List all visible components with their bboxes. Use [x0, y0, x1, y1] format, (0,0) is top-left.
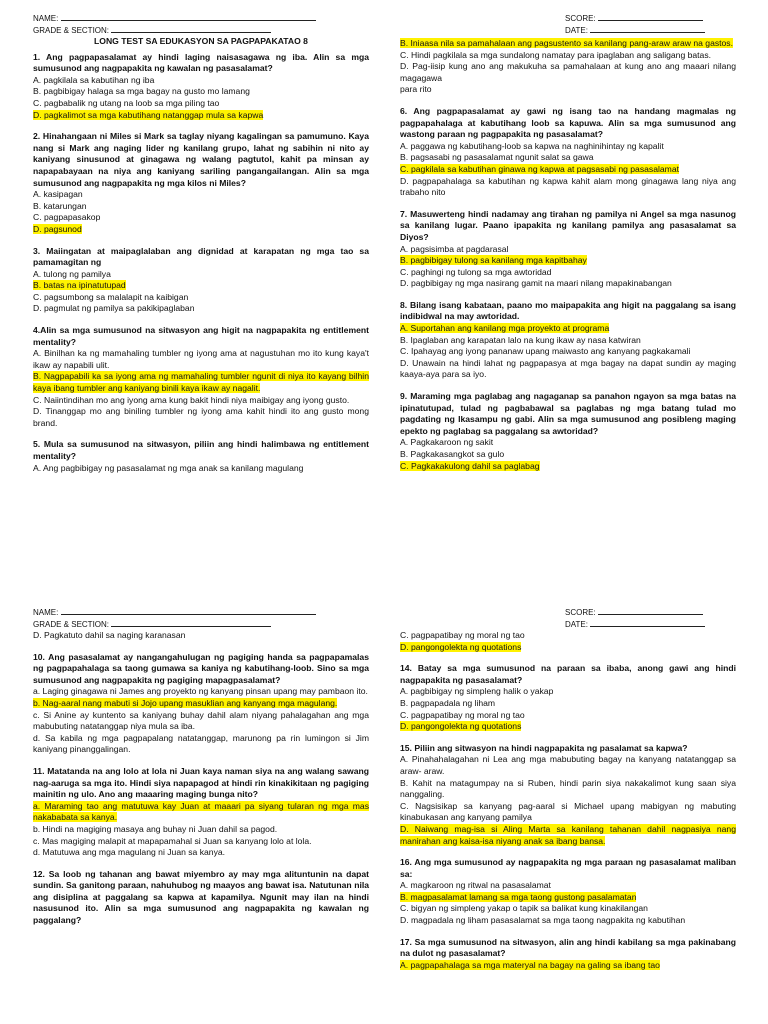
answer-text: A. kasipagan: [33, 189, 83, 200]
answer-text: D. Pagkatuto dahil sa naging karanasan: [33, 630, 186, 640]
answer-option: [33, 98, 369, 110]
answer-text: C. bigyan ng simpleng yakap o tapik sa balikat kung kinakilangan: [400, 903, 648, 914]
date-line-2: [590, 618, 705, 627]
score-row-2: [565, 606, 703, 618]
answer-option: [33, 630, 369, 642]
question-block: [33, 869, 369, 927]
answer-option: [33, 836, 369, 848]
question-block: [400, 209, 736, 290]
score-label: SCORE:: [565, 14, 596, 23]
answer-option: [400, 164, 736, 176]
answer-option: [400, 721, 736, 733]
answer-option: [33, 110, 369, 122]
highlighted-answer: D. pangongolekta ng quotations: [400, 641, 522, 652]
question-text: 5. Mula sa sumusunod na sitwasyon, piliin ang hindi halimbawa ng entitlement mentality?: [33, 439, 369, 461]
page-top-right: [400, 38, 736, 472]
answer-text: D. Pag-iisip kung ano ang makukuha sa pamahalaan at kung ano ang maaari nilang magagawa: [400, 61, 736, 83]
answer-option: [33, 189, 369, 201]
answer-text: c. Si Anine ay kuntento sa kaniyang buhay dahil alam niyang pahalagahan ang mga mabubuting natatanggap niya mula sa iba.: [33, 709, 369, 732]
answer-option: [400, 84, 736, 96]
question-block: [400, 663, 736, 733]
highlighted-answer: a. Maraming tao ang matutuwa kay Juan at maaari pa siyang tularan ng mga mas nakababata sa kanya.: [33, 800, 369, 823]
answer-option: [400, 267, 736, 279]
answer-text: D. Unawain na hindi lahat ng pagpapasya at mga bagay na dapat sundin ay maging kaaya-aya para sa iyo.: [400, 357, 736, 380]
question-block: [33, 766, 369, 859]
answer-option: [400, 461, 736, 473]
answer-option: [400, 176, 736, 199]
highlighted-answer: A. pagpapahalaga sa mga materyal na bagay na galing sa ibang tao: [400, 959, 660, 970]
question-text: 14. Batay sa mga sumusunod na paraan sa ibaba, anong gawi ang hindi nagpapakita ng pasasalamat?: [400, 663, 736, 685]
answer-option: [400, 141, 736, 153]
answer-text: D. magpadala ng liham pasasalamat sa mga taong nagpakita ng kabutihan: [400, 915, 686, 926]
section-line: [111, 24, 271, 33]
answer-text: B. Ipaglaban ang karapatan lalo na kung ikaw ay nasa katwiran: [400, 334, 641, 345]
answer-text: A. pagsisimba at pagdarasal: [400, 243, 509, 254]
score-label-2: SCORE:: [565, 608, 596, 617]
name-row: [33, 12, 369, 24]
page-title: LONG TEST SA EDUKASYON SA PAGPAPAKATAO 8: [94, 36, 308, 46]
answer-text: C. Hindi pagkilala sa mga sundalong namatay para ipaglaban ang saligang batas.: [400, 49, 712, 60]
question-text: 7. Masuwerteng hindi nadamay ang tirahan ng pamilya ni Angel sa mga nasunog sa kanilang lugar. Paano ipapakita ng kanilang pamilya ang pasasalamat sa Diyos?: [400, 208, 736, 242]
page-bottom-left: [33, 606, 369, 927]
answer-option: [400, 255, 736, 267]
answer-option: [400, 335, 736, 347]
answer-option: [33, 292, 369, 304]
question-block: [400, 106, 736, 199]
answer-text: d. Matutuwa ang mga magulang ni Juan sa kanya.: [33, 847, 226, 858]
highlighted-answer: D. pagkalimot sa mga kabutihang natanggap mula sa kapwa: [33, 109, 264, 120]
name-label-2: NAME:: [33, 608, 59, 617]
answer-option: [400, 686, 736, 698]
date-label: DATE:: [565, 26, 588, 35]
answer-option: [400, 801, 736, 824]
highlighted-answer: D. pagsunod: [33, 223, 82, 234]
question-text: 6. Ang pagpapasalamat ay gawi ng isang tao na handang magmalas ng pagpapahalaga at kabutihang loob sa kapuwa. Alin sa mga sumusunod ang wastong paraan ng pagpapakita ng pasasalamat?: [400, 105, 736, 140]
name-line-2: [61, 606, 316, 615]
answer-text: b. Hindi na magiging masaya ang buhay ni Juan dahil sa pagod.: [33, 823, 278, 834]
question-text: 10. Ang pasasalamat ay nangangahulugan ng pagiging handa sa pagpapamalas ng pagpapahalaga sa taong gumawa sa kaniya ng kabutihang-loob. Sino sa mga sumusunod ang nagpapakita ng pagiging mapagpasalamat?: [33, 651, 369, 685]
highlighted-answer: B. pagbibigay tulong sa kanilang mga kapitbahay: [400, 255, 587, 266]
name-label: NAME:: [33, 14, 59, 23]
date-row-2: [565, 618, 705, 630]
score-line-2: [598, 606, 703, 615]
question-block: [33, 246, 369, 316]
question-text: 1. Ang pagpapasalamat ay hindi laging naisasagawa ng iba. Alin sa mga sumusunod ang nagpapakita ng kawalan ng pasasalamat?: [33, 51, 369, 74]
answer-text: A. pagkilala sa kabutihan ng iba: [33, 74, 155, 85]
question-block: [400, 743, 736, 847]
answer-option: [33, 463, 369, 475]
answer-text: B. pagbibigay halaga sa mga bagay na gusto mo lamang: [33, 86, 250, 97]
answer-text: C. pagbabalik ng utang na loob sa mga piling tao: [33, 97, 220, 108]
answer-option: [33, 824, 369, 836]
page-bottom-right: [400, 630, 736, 971]
score-line: [598, 12, 703, 21]
answer-option: [33, 212, 369, 224]
answer-option: [400, 824, 736, 847]
answer-option: [400, 778, 736, 801]
answer-text: para rito: [400, 84, 432, 95]
answer-text: D. Tinanggap mo ang biniling tumbler ng iyong ama kahit hindi ito ang gusto mong brand.: [33, 406, 369, 428]
answer-option: [400, 38, 736, 50]
answer-option: [33, 733, 369, 756]
answer-text: c. Mas magiging malapit at mapapamahal si Juan sa kanyang lolo at lola.: [33, 835, 312, 846]
highlighted-answer: b. Nag-aaral nang mabuti si Jojo upang masuklian ang kanyang mga magulang.: [33, 697, 338, 708]
question-text: 12. Sa loob ng tahanan ang bawat miyembro ay may mga alituntunin na dapat sundin. Sa ganitong paraan, nahuhubog ng maayos ang bawat isa. Natutunan nila ang disiplina at paggalang sa kapwa at kapamilya. Ngunit may ilan na hindi nasusunod ito. Alin sa mga sumusunod ang nagpapakita ng kawalan ng paggalang?: [33, 868, 369, 926]
answer-text: C. paghingi ng tulong sa mga awtoridad: [400, 266, 552, 277]
answer-text: d. Sa kabila ng mga pagpapalang natatanggap, marunong pa rin lumingon si Jim kaniyang pinanggalingan.: [33, 732, 369, 755]
question-text: 3. Maiingatan at maipaglalaban ang dignidad at karapatan ng mga tao sa pamamagitan ng: [33, 245, 369, 268]
answer-text: C. pagpapasakop: [33, 212, 101, 223]
answer-text: A. Binilhan ka ng mamahaling tumbler ng iyong ama at nagustuhan mo ito kung kaya't ikaw ay napabili ulit.: [33, 348, 369, 370]
question-text: 17. Sa mga sumusunod na sitwasyon, alin ang hindi kabilang sa mga pakinabang na dulot ng pasasalamat?: [400, 936, 736, 959]
question-text: 4.Alin sa mga sumusunod na sitwasyon ang higit na nagpapakita ng entitlement mentality?: [33, 325, 369, 347]
answer-option: [33, 75, 369, 87]
answer-option: [400, 358, 736, 381]
question-text: 8. Bilang isang kabataan, paano mo maipapakita ang higit na paggalang sa isang indibidwal na may awtoridad.: [400, 299, 736, 322]
highlighted-answer: B. batas na ipinatutupad: [33, 280, 126, 291]
section-row: [33, 24, 369, 36]
answer-option: [400, 960, 736, 972]
section-label-2: GRADE & SECTION:: [33, 620, 110, 629]
answer-option: [33, 406, 369, 429]
answer-option: [33, 847, 369, 859]
question-text: 2. Hinahangaan ni Miles si Mark sa taglay niyang kagalingan sa pamumuno. Kaya nang si Mark ang naging lider ng kanilang grupo, lahat ng sabihin ni nito ay kaniyang sinusunod at ginagawa ng walang pagtutol, kahit pa minsan ay napapabayaan na niya ang kaniyang sariling pangangailangan. Alin sa mga sumusunod ang nagpapakita ng mga kilos ni Miles?: [33, 131, 369, 188]
answer-text: B. pagsasabi ng pasasalamat ngunit salat sa gawa: [400, 152, 594, 163]
answer-text: a. Laging ginagawa ni James ang proyekto ng kanyang pinsan upang may pambaon ito.: [33, 686, 368, 697]
answer-option: [400, 61, 736, 84]
answer-text: A. pagbibigay ng simpleng halik o yakap: [400, 686, 554, 697]
answer-option: [400, 437, 736, 449]
answer-text: A. Pinahahalagahan ni Lea ang mga mabubuting bagay na kanyang natatanggap sa araw- araw.: [400, 754, 736, 776]
answer-text: C. Nagsisikap sa kanyang pag-aaral si Michael upang mabigyan ng mabuting kinabukasan ang kanyang pamilya: [400, 800, 736, 823]
answer-option: [400, 244, 736, 256]
question-block: [400, 38, 736, 96]
question-block: [33, 131, 369, 235]
answer-option: [400, 278, 736, 290]
answer-option: [400, 698, 736, 710]
question-text: 11. Matatanda na ang lolo at lola ni Juan kaya naman siya na ang walang sawang nag-aaruga sa mga ito. Hindi siya napapagod at hindi rin kinakikitaan ng pagiging mainitin ng ulo. Ano ang maaaring maging bunga nito?: [33, 765, 369, 800]
question-text: 16. Ang mga sumusunod ay nagpapakita ng mga paraan ng pasasalamat maliban sa:: [400, 857, 736, 879]
answer-option: [33, 801, 369, 824]
highlighted-answer: B. Iniaasa nila sa pamahalaan ang pagsustento sa kanilang pang-araw araw na gastos.: [400, 38, 733, 48]
answer-option: [33, 686, 369, 698]
section-label: GRADE & SECTION:: [33, 26, 110, 35]
answer-option: [400, 50, 736, 62]
highlighted-answer: B. Nagpapabili ka sa iyong ama ng mamahaling tumbler ngunit di niya ito kayang bilhin kaya ibang tumbler ang kaniyang binili kaya ikaw ay nagalit.: [33, 371, 369, 394]
questions-top-right: [400, 38, 736, 472]
question-block: [33, 652, 369, 756]
question-block: [33, 325, 369, 429]
answer-option: [33, 86, 369, 98]
question-block: [33, 439, 369, 474]
questions-bottom-right: [400, 630, 736, 971]
answer-text: A. magkaroon ng ritwal na pasasalamat: [400, 880, 551, 891]
answer-option: [400, 642, 736, 654]
answer-option: [33, 710, 369, 733]
answer-option: [33, 201, 369, 213]
question-block: [400, 391, 736, 472]
question-block: [400, 630, 736, 653]
answer-option: [33, 224, 369, 236]
name-row-2: [33, 606, 369, 618]
answer-option: [33, 395, 369, 407]
answer-text: C. pagpapatibay ng moral ng tao: [400, 709, 525, 720]
answer-text: B. pagpapadala ng liham: [400, 697, 496, 708]
page-top-left: [33, 12, 369, 474]
date-label-2: DATE:: [565, 620, 588, 629]
answer-text: C. pagpapatibay ng moral ng tao: [400, 630, 525, 640]
question-block: [400, 300, 736, 381]
question-block: [400, 937, 736, 972]
answer-option: [400, 754, 736, 777]
question-block: [33, 630, 369, 642]
answer-text: C. Naiintindihan mo ang iyong ama kung bakit hindi niya maibigay ang iyong gusto.: [33, 394, 350, 405]
answer-option: [400, 323, 736, 335]
answer-option: [400, 449, 736, 461]
question-block: [33, 52, 369, 122]
answer-option: [400, 892, 736, 904]
name-line: [61, 12, 316, 21]
answer-option: [33, 698, 369, 710]
answer-text: A. tulong ng pamilya: [33, 268, 111, 279]
answer-text: A. Pagkakaroon ng sakit: [400, 437, 494, 448]
answer-option: [33, 371, 369, 394]
answer-text: B. Pagkakasangkot sa gulo: [400, 449, 505, 459]
question-block: [400, 857, 736, 927]
highlighted-answer: B. magpasalamat lamang sa mga taong gustong pasalamatan: [400, 891, 637, 902]
questions-bottom-left: [33, 630, 369, 927]
answer-option: [400, 152, 736, 164]
highlighted-answer: C. Pagkakakulong dahil sa paglabag: [400, 460, 540, 471]
highlighted-answer: D. pangongolekta ng quotations: [400, 721, 522, 732]
answer-text: B. katarungan: [33, 200, 87, 211]
answer-text: B. Kahit na matagumpay na si Ruben, hindi parin siya nakakalimot kung saan siya nanggaling.: [400, 777, 736, 800]
section-line-2: [111, 618, 271, 627]
answer-text: C. Ipahayag ang iyong pananaw upang maiwasto ang kanyang pagkakamali: [400, 346, 691, 357]
answer-option: [33, 303, 369, 315]
highlighted-answer: D. Naiwang mag-isa si Aling Marta sa kanilang tahanan dahil nagpasiya nang manirahan ang kaisa-isa niyang anak sa ibang bansa.: [400, 823, 736, 846]
section-row-2: [33, 618, 369, 630]
answer-text: D. pagmulat ng pamilya sa pakikipaglaban: [33, 303, 195, 314]
answer-text: D. pagbibigay ng mga nasirang gamit na maari nilang mapakinabangan: [400, 278, 672, 289]
questions-top-left: [33, 52, 369, 475]
answer-text: A. paggawa ng kabutihang-loob sa kapwa na naghinihintay ng kapalit: [400, 140, 664, 151]
question-text: 9. Maraming mga paglabag ang nagaganap sa panahon ngayon sa mga batas na ipinatutupad, tulad ng pagbabawal sa paglabas ng mga batang tulad mo pagdating ng Ikasampu ng gabi. Alin sa mga sumusunod ang posibleng maging epekto ng paglabag sa paggalang sa awtoridad?: [400, 391, 736, 436]
highlighted-answer: C. pagkilala sa kabutihan ginawa ng kapwa at pagsasabi ng pasasalamat: [400, 163, 680, 174]
answer-option: [400, 710, 736, 722]
answer-text: C. pagsumbong sa malalapit na kaibigan: [33, 291, 189, 302]
answer-text: A. Ang pagbibigay ng pasasalamat ng mga anak sa kanilang magulang: [33, 462, 304, 473]
answer-option: [33, 269, 369, 281]
score-row: [565, 12, 703, 24]
date-row: [565, 24, 705, 36]
answer-option: [33, 280, 369, 292]
answer-option: [400, 880, 736, 892]
answer-option: [400, 915, 736, 927]
date-line: [590, 24, 705, 33]
answer-option: [400, 346, 736, 358]
answer-option: [400, 903, 736, 915]
highlighted-answer: A. Suportahan ang kanilang mga proyekto at programa: [400, 323, 610, 334]
answer-text: D. pagpapahalaga sa kabutihan ng kapwa kahit alam mong ginagawa lang niya ang trabaho nito: [400, 175, 736, 198]
question-text: 15. Piliin ang sitwasyon na hindi nagpapakita ng pasalamat sa kapwa?: [400, 742, 688, 753]
answer-option: [400, 630, 736, 642]
answer-option: [33, 348, 369, 371]
